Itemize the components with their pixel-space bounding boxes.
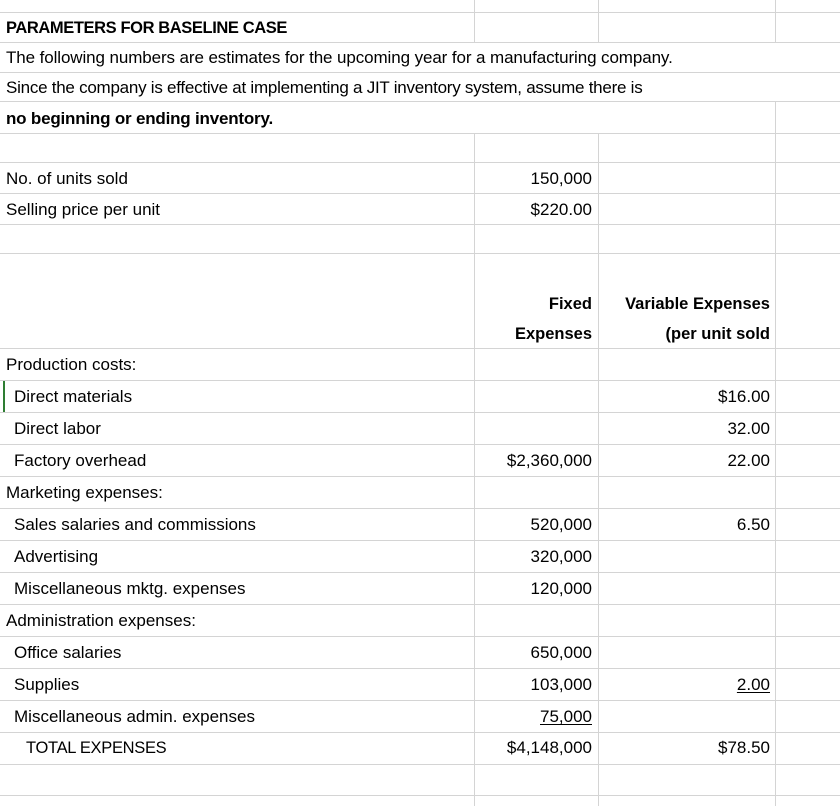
row-total-expenses-label: TOTAL EXPENSES <box>26 739 167 757</box>
variable-expenses-header-line1: Variable Expenses <box>625 295 770 313</box>
cell-selection-indicator <box>3 381 5 412</box>
row-sales-salaries-label: Sales salaries and commissions <box>14 515 256 534</box>
row-total-expenses-fixed[interactable]: $4,148,000 <box>506 738 592 757</box>
units-sold-label: No. of units sold <box>6 169 128 188</box>
row-direct-labor-variable[interactable]: 32.00 <box>727 419 770 438</box>
sheet-title: PARAMETERS FOR BASELINE CASE <box>6 19 287 37</box>
row-direct-materials-label: Direct materials <box>14 387 133 406</box>
row-factory-overhead-label: Factory overhead <box>14 451 147 470</box>
units-sold-value[interactable]: 150,000 <box>530 169 592 188</box>
row-sales-salaries-variable[interactable]: 6.50 <box>736 515 770 534</box>
row-advertising-label: Advertising <box>14 547 99 566</box>
intro-line-2: Since the company is effective at implementing a JIT inventory system, assume there is <box>6 78 643 97</box>
row-misc-admin-fixed[interactable]: 75,000 <box>540 707 592 726</box>
row-office-salaries-label: Office salaries <box>14 643 122 662</box>
selling-price-value[interactable]: $220.00 <box>530 200 592 219</box>
row-factory-overhead-variable[interactable]: 22.00 <box>727 451 770 470</box>
selling-price-label: Selling price per unit <box>6 200 161 219</box>
variable-expenses-header-line2: (per unit sold <box>665 325 770 343</box>
row-direct-materials-variable[interactable]: $16.00 <box>718 387 770 406</box>
fixed-expenses-header-line1: Fixed <box>548 295 592 313</box>
section-marketing-expenses: Marketing expenses: <box>6 483 163 502</box>
row-sales-salaries-fixed[interactable]: 520,000 <box>530 515 592 534</box>
fixed-expenses-header-line2: Expenses <box>514 325 592 343</box>
row-supplies-variable[interactable]: 2.00 <box>736 675 770 694</box>
row-office-salaries-fixed[interactable]: 650,000 <box>530 643 592 662</box>
row-misc-mktg-fixed[interactable]: 120,000 <box>530 579 592 598</box>
row-total-expenses-variable[interactable]: $78.50 <box>718 738 770 757</box>
row-advertising-fixed[interactable]: 320,000 <box>530 547 592 566</box>
intro-line-3: no beginning or ending inventory. <box>6 109 273 128</box>
section-administration-expenses: Administration expenses: <box>6 611 196 630</box>
row-factory-overhead-fixed[interactable]: $2,360,000 <box>506 451 592 470</box>
row-supplies-label: Supplies <box>14 675 80 694</box>
section-production-costs: Production costs: <box>6 355 137 374</box>
row-misc-mktg-label: Miscellaneous mktg. expenses <box>14 579 246 598</box>
row-misc-admin-label: Miscellaneous admin. expenses <box>14 707 255 726</box>
intro-line-1: The following numbers are estimates for the upcoming year for a manufacturing company. <box>6 48 673 67</box>
row-supplies-fixed[interactable]: 103,000 <box>530 675 592 694</box>
row-direct-labor-label: Direct labor <box>14 419 101 438</box>
